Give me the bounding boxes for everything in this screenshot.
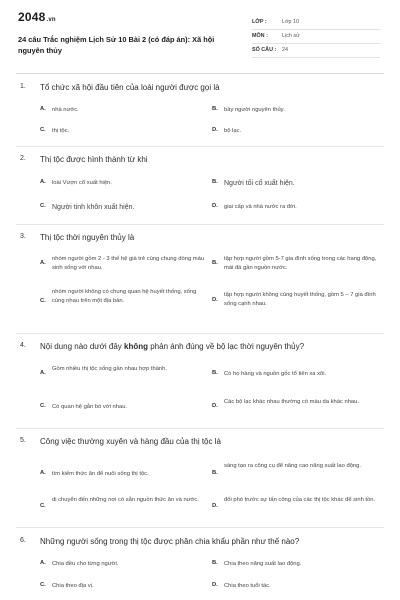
option-letter: C.	[40, 127, 46, 133]
question-number: 2.	[20, 155, 26, 162]
question-divider	[16, 333, 384, 334]
option-letter: A.	[40, 179, 46, 185]
meta-row-count	[252, 44, 380, 58]
option-letter: D.	[212, 297, 218, 303]
meta-value: Lịch sử	[282, 33, 300, 39]
option-text: Người tinh khôn xuất hiện.	[52, 204, 135, 211]
option-text: nhà nước.	[52, 107, 79, 113]
meta-key: SỐ CÂU :	[252, 47, 277, 53]
option-text: loài Vượn cổ xuất hiện.	[52, 180, 112, 186]
logo-suffix: .vn	[46, 17, 56, 23]
question-number: 4.	[20, 342, 26, 349]
meta-row-subject	[252, 30, 380, 44]
option-letter: B.	[212, 260, 218, 266]
meta-value: 24	[282, 47, 288, 53]
question-divider	[16, 527, 384, 528]
question-divider	[16, 146, 384, 147]
question-text-emphasis: không	[124, 342, 148, 351]
option-letter: D.	[212, 127, 218, 133]
header-divider	[16, 73, 384, 74]
option-text: giai cấp và nhà nước ra đời.	[224, 204, 297, 210]
option-text: tập hợp người không cùng huyết thống, gồm 5 – 7 gia đình sống cạnh nhau.	[224, 292, 376, 307]
meta-key: LỚP :	[252, 19, 267, 25]
question-number: 5.	[20, 437, 26, 444]
meta-value: Lớp 10	[282, 19, 300, 25]
question-text: Công việc thường xuyên và hàng đầu của thị tộc là	[40, 437, 221, 446]
question-text-part: Nội dung nào dưới đây	[40, 342, 124, 351]
option-text: Gồm nhiều thị tộc sống gần nhau hợp thành.	[52, 366, 167, 372]
option-letter: A.	[40, 260, 46, 266]
meta-row-class	[252, 16, 380, 30]
question-number: 3.	[20, 233, 26, 240]
option-letter: C.	[40, 403, 46, 409]
option-text: thị tộc.	[52, 128, 70, 134]
option-letter: A.	[40, 370, 46, 376]
option-text: Có họ hàng và nguồn gốc tổ tiên xa xôi.	[224, 371, 327, 377]
option-text: Người tối cổ xuất hiện.	[224, 180, 295, 187]
option-text: Chia theo tuổi tác.	[224, 583, 271, 589]
option-text: Có quan hệ gắn bó với nhau.	[52, 404, 128, 410]
page-header	[0, 0, 400, 74]
option-text: di chuyển đến những nơi có sẵn nguồn thức ăn và nước.	[52, 497, 199, 503]
question-text-part: phản ánh đúng về bộ lạc thời nguyên thủy?	[148, 342, 305, 351]
question-divider	[16, 428, 384, 429]
option-letter: C.	[40, 298, 46, 304]
option-letter: A.	[40, 560, 46, 566]
option-text: Chia theo địa vị.	[52, 583, 94, 589]
option-letter: D.	[212, 403, 218, 409]
question-text: Tổ chức xã hội đầu tiên của loài người được gọi là	[40, 83, 220, 92]
option-text: sáng tạo ra công cụ để nâng cao năng suất lao động.	[224, 463, 361, 469]
question-divider	[16, 224, 384, 225]
option-letter: B.	[212, 179, 218, 185]
option-letter: A.	[40, 106, 46, 112]
document-title: 24 câu Trắc nghiệm Lịch Sử 10 Bài 2 (có đáp án): Xã hội nguyên thủy	[18, 35, 215, 55]
option-letter: D.	[212, 503, 218, 509]
site-logo[interactable]	[18, 10, 56, 24]
option-letter: B.	[212, 560, 218, 566]
question-number: 6.	[20, 537, 26, 544]
question-text	[40, 341, 380, 352]
option-letter: C.	[40, 203, 46, 209]
option-letter: D.	[212, 203, 218, 209]
option-text: nhóm người gồm 2 - 3 thế hệ già trẻ cùng chung dòng máu sinh sống với nhau.	[52, 256, 205, 271]
option-letter: B.	[212, 370, 218, 376]
option-letter: B.	[212, 106, 218, 112]
option-text: nhóm người không có chung quan hệ huyết thống, sống cùng nhau trên một địa bàn.	[52, 289, 197, 304]
logo-main: 2048	[18, 10, 46, 24]
option-text: Chia theo năng suất lao động.	[224, 561, 302, 567]
option-letter: A.	[40, 470, 46, 476]
question-number: 1.	[20, 83, 26, 90]
option-letter: D.	[212, 582, 218, 588]
option-letter: B.	[212, 470, 218, 476]
option-text: bầy người nguyên thủy.	[224, 107, 285, 113]
meta-key: MÔN :	[252, 33, 268, 39]
question-text: Thị tộc thời nguyên thủy là	[40, 233, 135, 242]
meta-table	[252, 16, 380, 58]
question-text: Thị tộc được hình thành từ khi	[40, 155, 148, 164]
option-text: bộ lạc.	[224, 128, 242, 134]
option-text: Chia đều cho từng người.	[52, 561, 119, 567]
question-text: Những người sống trong thị tộc được phân chia khẩu phần như thế nào?	[40, 537, 300, 546]
option-text: tìm kiếm thức ăn để nuôi sống thị tộc.	[52, 471, 149, 477]
option-letter: C.	[40, 582, 46, 588]
option-text: đối phó trước sự tấn công của các thị tộc khác để sinh tồn.	[224, 497, 376, 503]
option-text: tập hợp người gồm 5-7 gia đình sống trong các hang động, mái đá gần nguồn nước.	[224, 256, 377, 271]
option-letter: C.	[40, 503, 46, 509]
option-text: Các bộ lạc khác nhau thường có màu da khác nhau.	[224, 399, 359, 405]
